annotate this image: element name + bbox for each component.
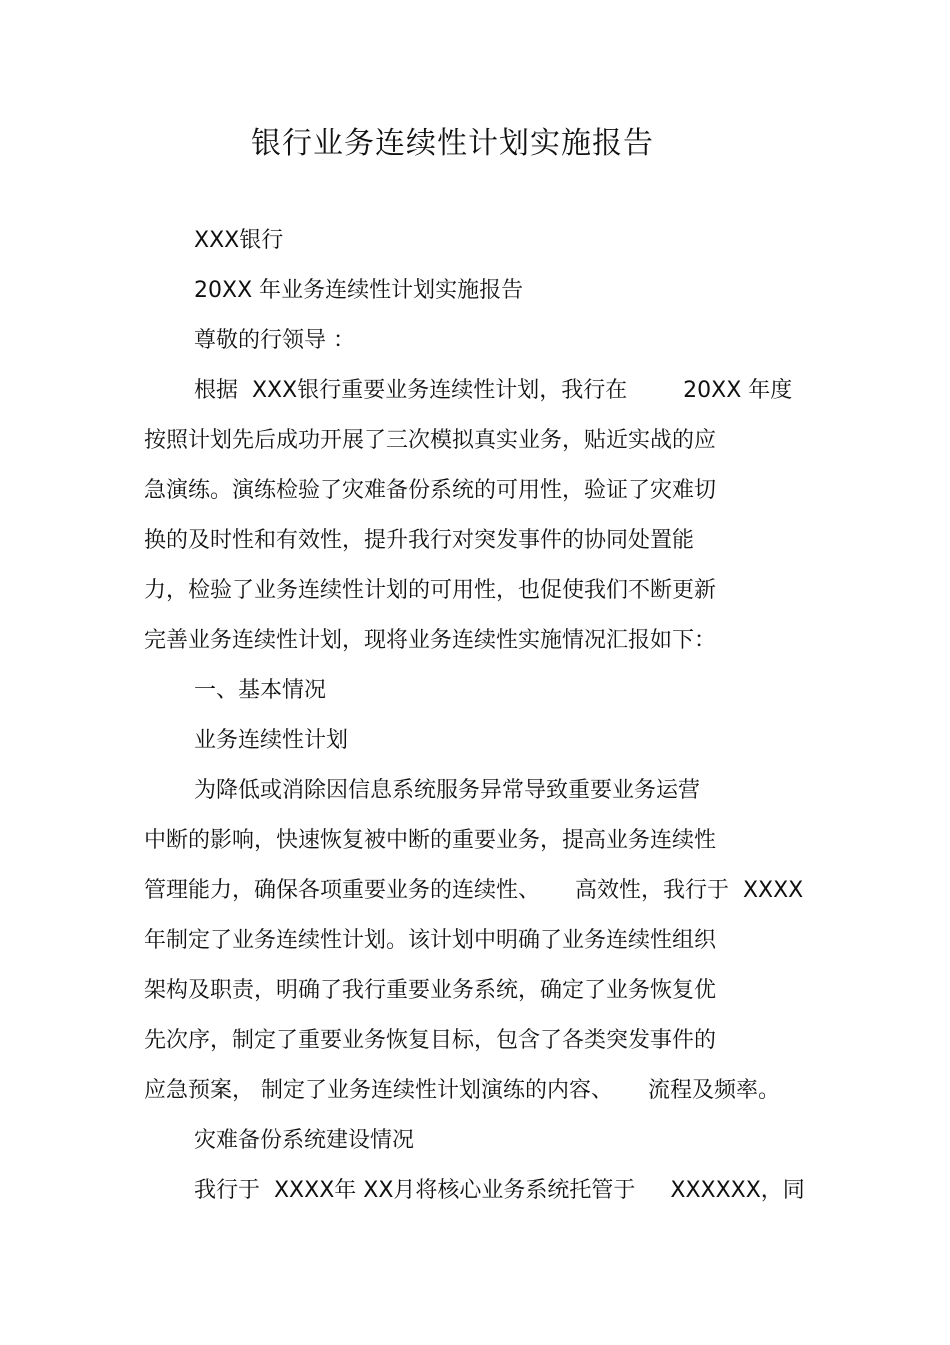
paragraph-line: 中断的影响，快速恢复被中断的重要业务，提高业务连续性 [144,828,717,853]
paragraph-line: 管理能力，确保各项重要业务的连续性、 高效性，我行于 XXXX [144,878,804,903]
paragraph-line: 为降低或消除因信息系统服务异常导致重要业务运营 [194,778,701,803]
paragraph-line: 力，检验了业务连续性计划的可用性，也促使我们不断更新 [144,578,717,603]
paragraph-line: 我行于 XXXX年 XX月将核心业务系统托管于 XXXXXX，同 [194,1178,805,1203]
paragraph-line: 完善业务连续性计划，现将业务连续性实施情况汇报如下： [144,628,717,653]
section-heading: 一、基本情况 [194,678,327,703]
paragraph-line: 换的及时性和有效性，提升我行对突发事件的协同处置能 [144,528,695,553]
paragraph-line: 架构及职责，明确了我行重要业务系统，确定了业务恢复优 [144,978,717,1003]
paragraph-line: 应急预案， 制定了业务连续性计划演练的内容、 流程及频率。 [144,1078,780,1103]
paragraph-line: 根据 XXX银行重要业务连续性计划，我行在 20XX 年度 [194,378,793,403]
report-subtitle: 20XX 年业务连续性计划实施报告 [194,278,524,303]
subsection-heading: 灾难备份系统建设情况 [194,1128,415,1153]
paragraph-line: 年制定了业务连续性计划。该计划中明确了业务连续性组织 [144,928,717,953]
paragraph-line: 急演练。演练检验了灾难备份系统的可用性，验证了灾难切 [144,478,717,503]
document-title: 银行业务连续性计划实施报告 [251,126,654,161]
recipient-bank: XXX银行 [194,228,284,253]
salutation: 尊敬的行领导 ： [194,328,355,353]
paragraph-line: 按照计划先后成功开展了三次模拟真实业务，贴近实战的应 [144,428,717,453]
subsection-heading: 业务连续性计划 [194,728,349,753]
paragraph-line: 先次序，制定了重要业务恢复目标，包含了各类突发事件的 [144,1028,717,1053]
